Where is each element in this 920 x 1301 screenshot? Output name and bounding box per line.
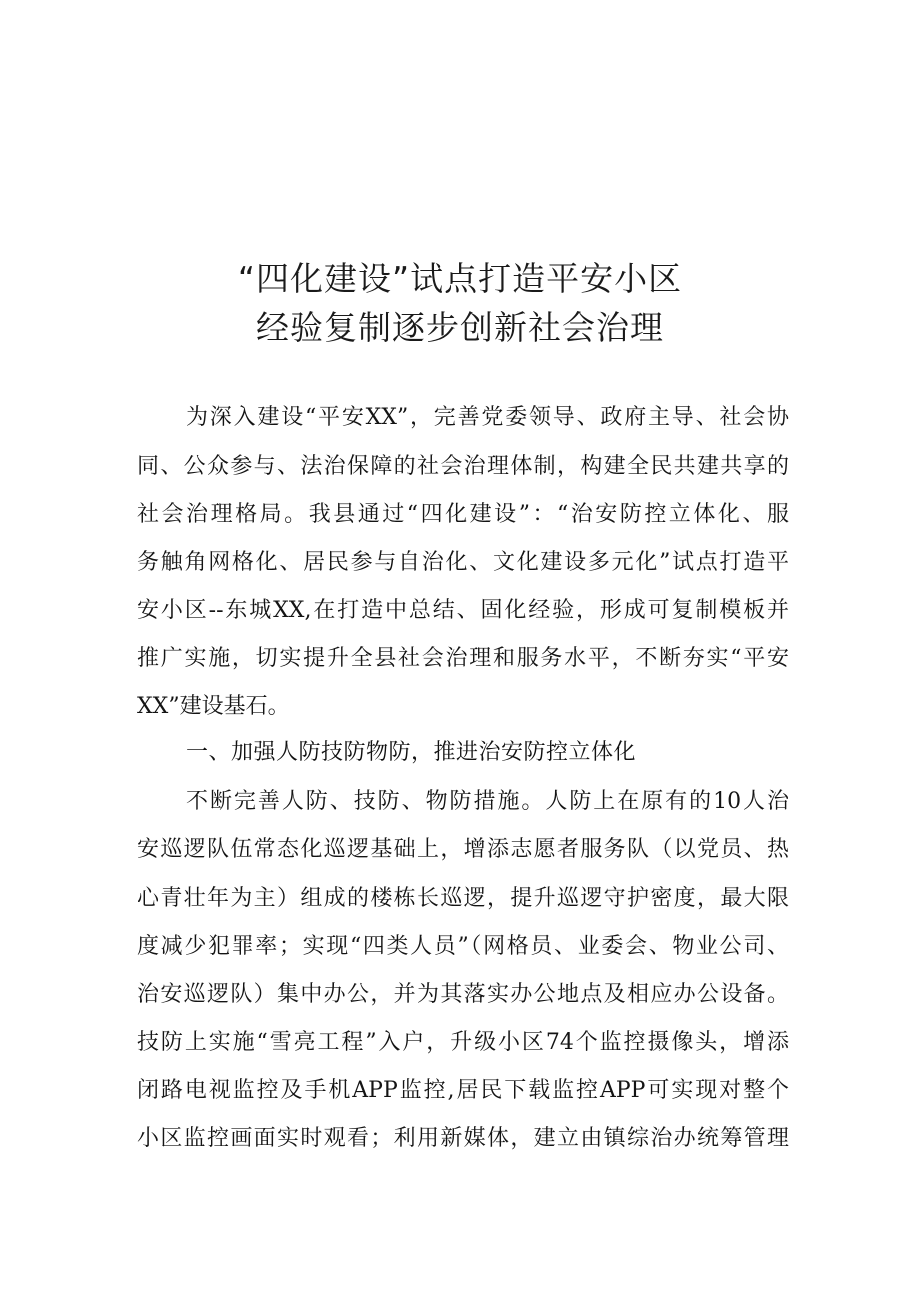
intro-paragraph-line: 推广实施，切实提升全县社会治理和服务水平，不断夯实“平安 [137, 646, 789, 671]
intro-paragraph-line: 同、公众参与、法治保障的社会治理体制，构建全民共建共享的 [137, 454, 789, 479]
section-paragraph-line: 小区监控画面实时观看；利用新媒体，建立由镇综治办统筹管理 [137, 1126, 789, 1151]
document-title-line-2: 经验复制逐步创新社会治理 [256, 308, 664, 347]
intro-paragraph-line: 安小区--东城XX,在打造中总结、固化经验，形成可复制模板并 [137, 598, 789, 623]
intro-paragraph-line: XX”建设基石。 [137, 694, 290, 719]
section-paragraph-line: 闭路电视监控及手机APP监控,居民下载监控APP可实现对整个 [137, 1078, 789, 1103]
section-paragraph-line: 不断完善人防、技防、物防措施。人防上在原有的10人治 [186, 789, 789, 814]
intro-paragraph-line: 务触角网格化、居民参与自治化、文化建设多元化”试点打造平 [137, 550, 789, 575]
section-paragraph-line: 技防上实施“雪亮工程”入户，升级小区74个监控摄像头，增添 [137, 1030, 789, 1055]
section-paragraph-line: 度减少犯罪率；实现“四类人员”（网格员、业委会、物业公司、 [137, 934, 789, 959]
section-paragraph-line: 安巡逻队伍常态化巡逻基础上，增添志愿者服务队（以党员、热 [137, 837, 789, 862]
section-paragraph-line: 心青壮年为主）组成的楼栋长巡逻，提升巡逻守护密度，最大限 [137, 886, 789, 911]
intro-paragraph-line: 社会治理格局。我县通过“四化建设”：“治安防控立体化、服 [137, 502, 789, 527]
section-heading: 一、加强人防技防物防，推进治安防控立体化 [186, 740, 637, 765]
document-title-line-1: “四化建设”试点打造平安小区 [237, 259, 683, 298]
section-paragraph-line: 治安巡逻队）集中办公，并为其落实办公地点及相应办公设备。 [137, 982, 789, 1007]
intro-paragraph-line: 为深入建设“平安XX”，完善党委领导、政府主导、社会协 [186, 405, 789, 430]
